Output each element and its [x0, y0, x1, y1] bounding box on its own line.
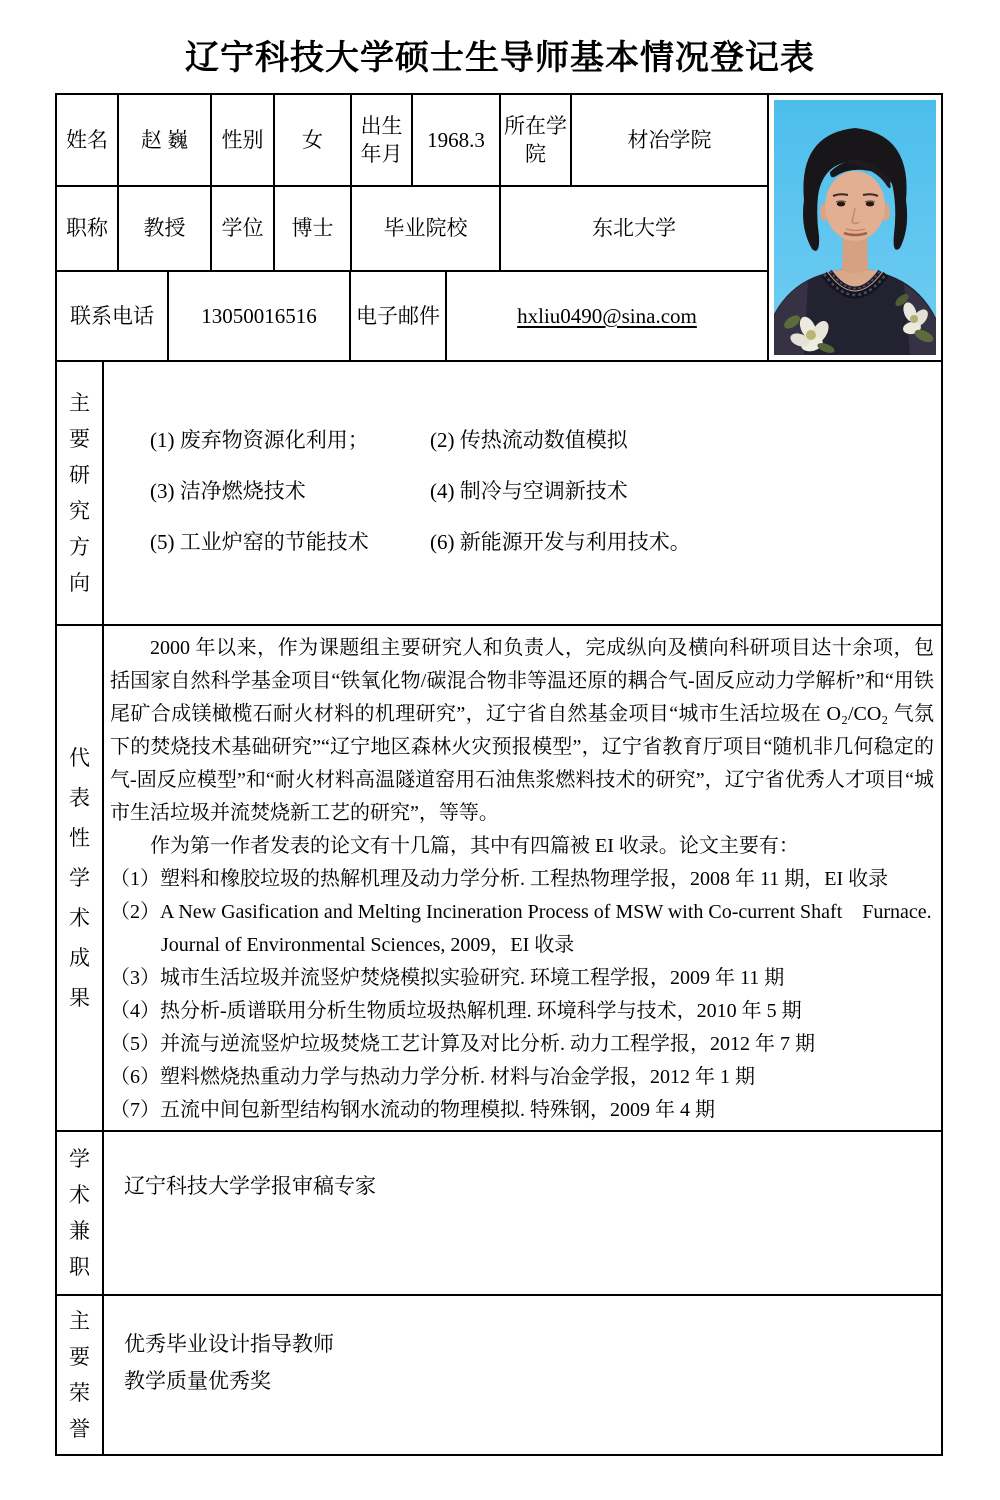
academic-service-label: 学术兼职 — [57, 1132, 104, 1294]
basic-info-grid — [57, 95, 769, 360]
paper-item: （6）塑料燃烧热重动力学与热动力学分析. 材料与冶金学报，2012 年 1 期 — [110, 1066, 755, 1088]
paper-item: （2）A New Gasification and Melting Incineration Process of MSW with Co-current Shaft Furnace. Journal of Environmental Sciences, 2009，EI 收录 — [110, 901, 932, 956]
honors-section — [57, 1296, 941, 1454]
name-value: 赵 巍 — [119, 95, 212, 185]
birth-value: 1968.3 — [413, 95, 501, 185]
school-label: 毕业院校 — [352, 187, 501, 270]
portrait-photo — [774, 100, 936, 355]
name-label: 姓名 — [57, 95, 119, 185]
degree-value: 博士 — [275, 187, 352, 270]
prof-title-value: 教授 — [119, 187, 212, 270]
degree-label: 学位 — [212, 187, 275, 270]
achievements-paragraph: 作为第一作者发表的论文有十几篇，其中有四篇被 EI 收录。论文主要有： — [150, 835, 799, 857]
basic-info-section — [57, 95, 941, 362]
page-title: 辽宁科技大学硕士生导师基本情况登记表 — [185, 40, 815, 77]
row-name — [57, 95, 767, 187]
email-label: 电子邮件 — [351, 272, 447, 360]
achievements-paragraph: 2000 年以来，作为课题组主要研究人和负责人，完成纵向及横向科研项目达十余项，包括国家自然科学基金项目“铁氧化物/碳混合物非等温还原的耦合气-固反应动力学解析”和“用铁尾矿合成镁橄榄石耐火材料的机理研究”，辽宁省自然基金项目“城市生活垃圾在 O₂/CO₂ 气氛下的焚烧技术基础研究”“辽宁地区森林火灾预报模型”，辽宁省教育厅项目“随机非几何稳定的气-固反应模型”和“耐火材料高温隧道窑用石油焦浆燃料技术的研究”，辽宁省优秀人才项目“城市生活垃圾并流焚烧新工艺的研究”，等等。 — [110, 637, 934, 824]
research-items — [104, 362, 941, 624]
college-label: 所在学院 — [501, 95, 572, 185]
email-value — [447, 272, 767, 360]
paper-item: （4）热分析-质谱联用分析生物质垃圾热解机理. 环境科学与技术，2010 年 5 期 — [110, 1000, 802, 1022]
research-item: (1) 废弃物资源化利用； — [150, 428, 369, 452]
gender-value: 女 — [275, 95, 352, 185]
school-value: 东北大学 — [592, 216, 676, 241]
phone-value: 13050016516 — [169, 272, 351, 360]
honors-label: 主要荣誉 — [57, 1296, 104, 1454]
honor-item: 优秀毕业设计指导教师 — [124, 1332, 334, 1356]
achievements-content — [104, 626, 941, 1130]
research-item: (3) 洁净燃烧技术 — [150, 479, 306, 503]
row-contact — [57, 272, 767, 360]
research-section — [57, 362, 941, 626]
paper-item: （5）并流与逆流竖炉垃圾焚烧工艺计算及对比分析. 动力工程学报，2012 年 7 期 — [110, 1033, 815, 1055]
form-table — [55, 93, 943, 1456]
achievements-section — [57, 626, 941, 1132]
research-item: (6) 新能源开发与利用技术。 — [430, 530, 691, 554]
row-title — [57, 187, 767, 272]
birth-label: 出生年月 — [352, 95, 413, 185]
academic-service-content: 辽宁科技大学学报审稿专家 — [124, 1174, 376, 1198]
paper-item: （3）城市生活垃圾并流竖炉焚烧模拟实验研究. 环境工程学报，2009 年 11 期 — [110, 967, 785, 989]
research-item: (4) 制冷与空调新技术 — [430, 479, 628, 503]
email-link[interactable]: hxliu0490@sina.com — [517, 303, 697, 328]
college-value: 材冶学院 — [627, 127, 712, 152]
paper-item: （7）五流中间包新型结构钢水流动的物理模拟. 特殊钢，2009 年 4 期 — [110, 1099, 715, 1121]
research-section-label: 主要研究方向 — [57, 362, 104, 624]
paper-item: （1）塑料和橡胶垃圾的热解机理及动力学分析. 工程热物理学报，2008 年 11 期，EI 收录 — [110, 868, 889, 890]
research-item: (5) 工业炉窑的节能技术 — [150, 530, 369, 554]
achievements-section-label: 代表性学术成果 — [57, 626, 104, 1130]
academic-service-section — [57, 1132, 941, 1296]
research-item: (2) 传热流动数值模拟 — [430, 428, 628, 452]
phone-label: 联系电话 — [57, 272, 169, 360]
honor-item: 教学质量优秀奖 — [124, 1369, 271, 1393]
photo-cell — [769, 95, 941, 360]
gender-label: 性别 — [212, 95, 275, 185]
prof-title-label: 职称 — [57, 187, 119, 270]
honors-content — [104, 1296, 941, 1454]
